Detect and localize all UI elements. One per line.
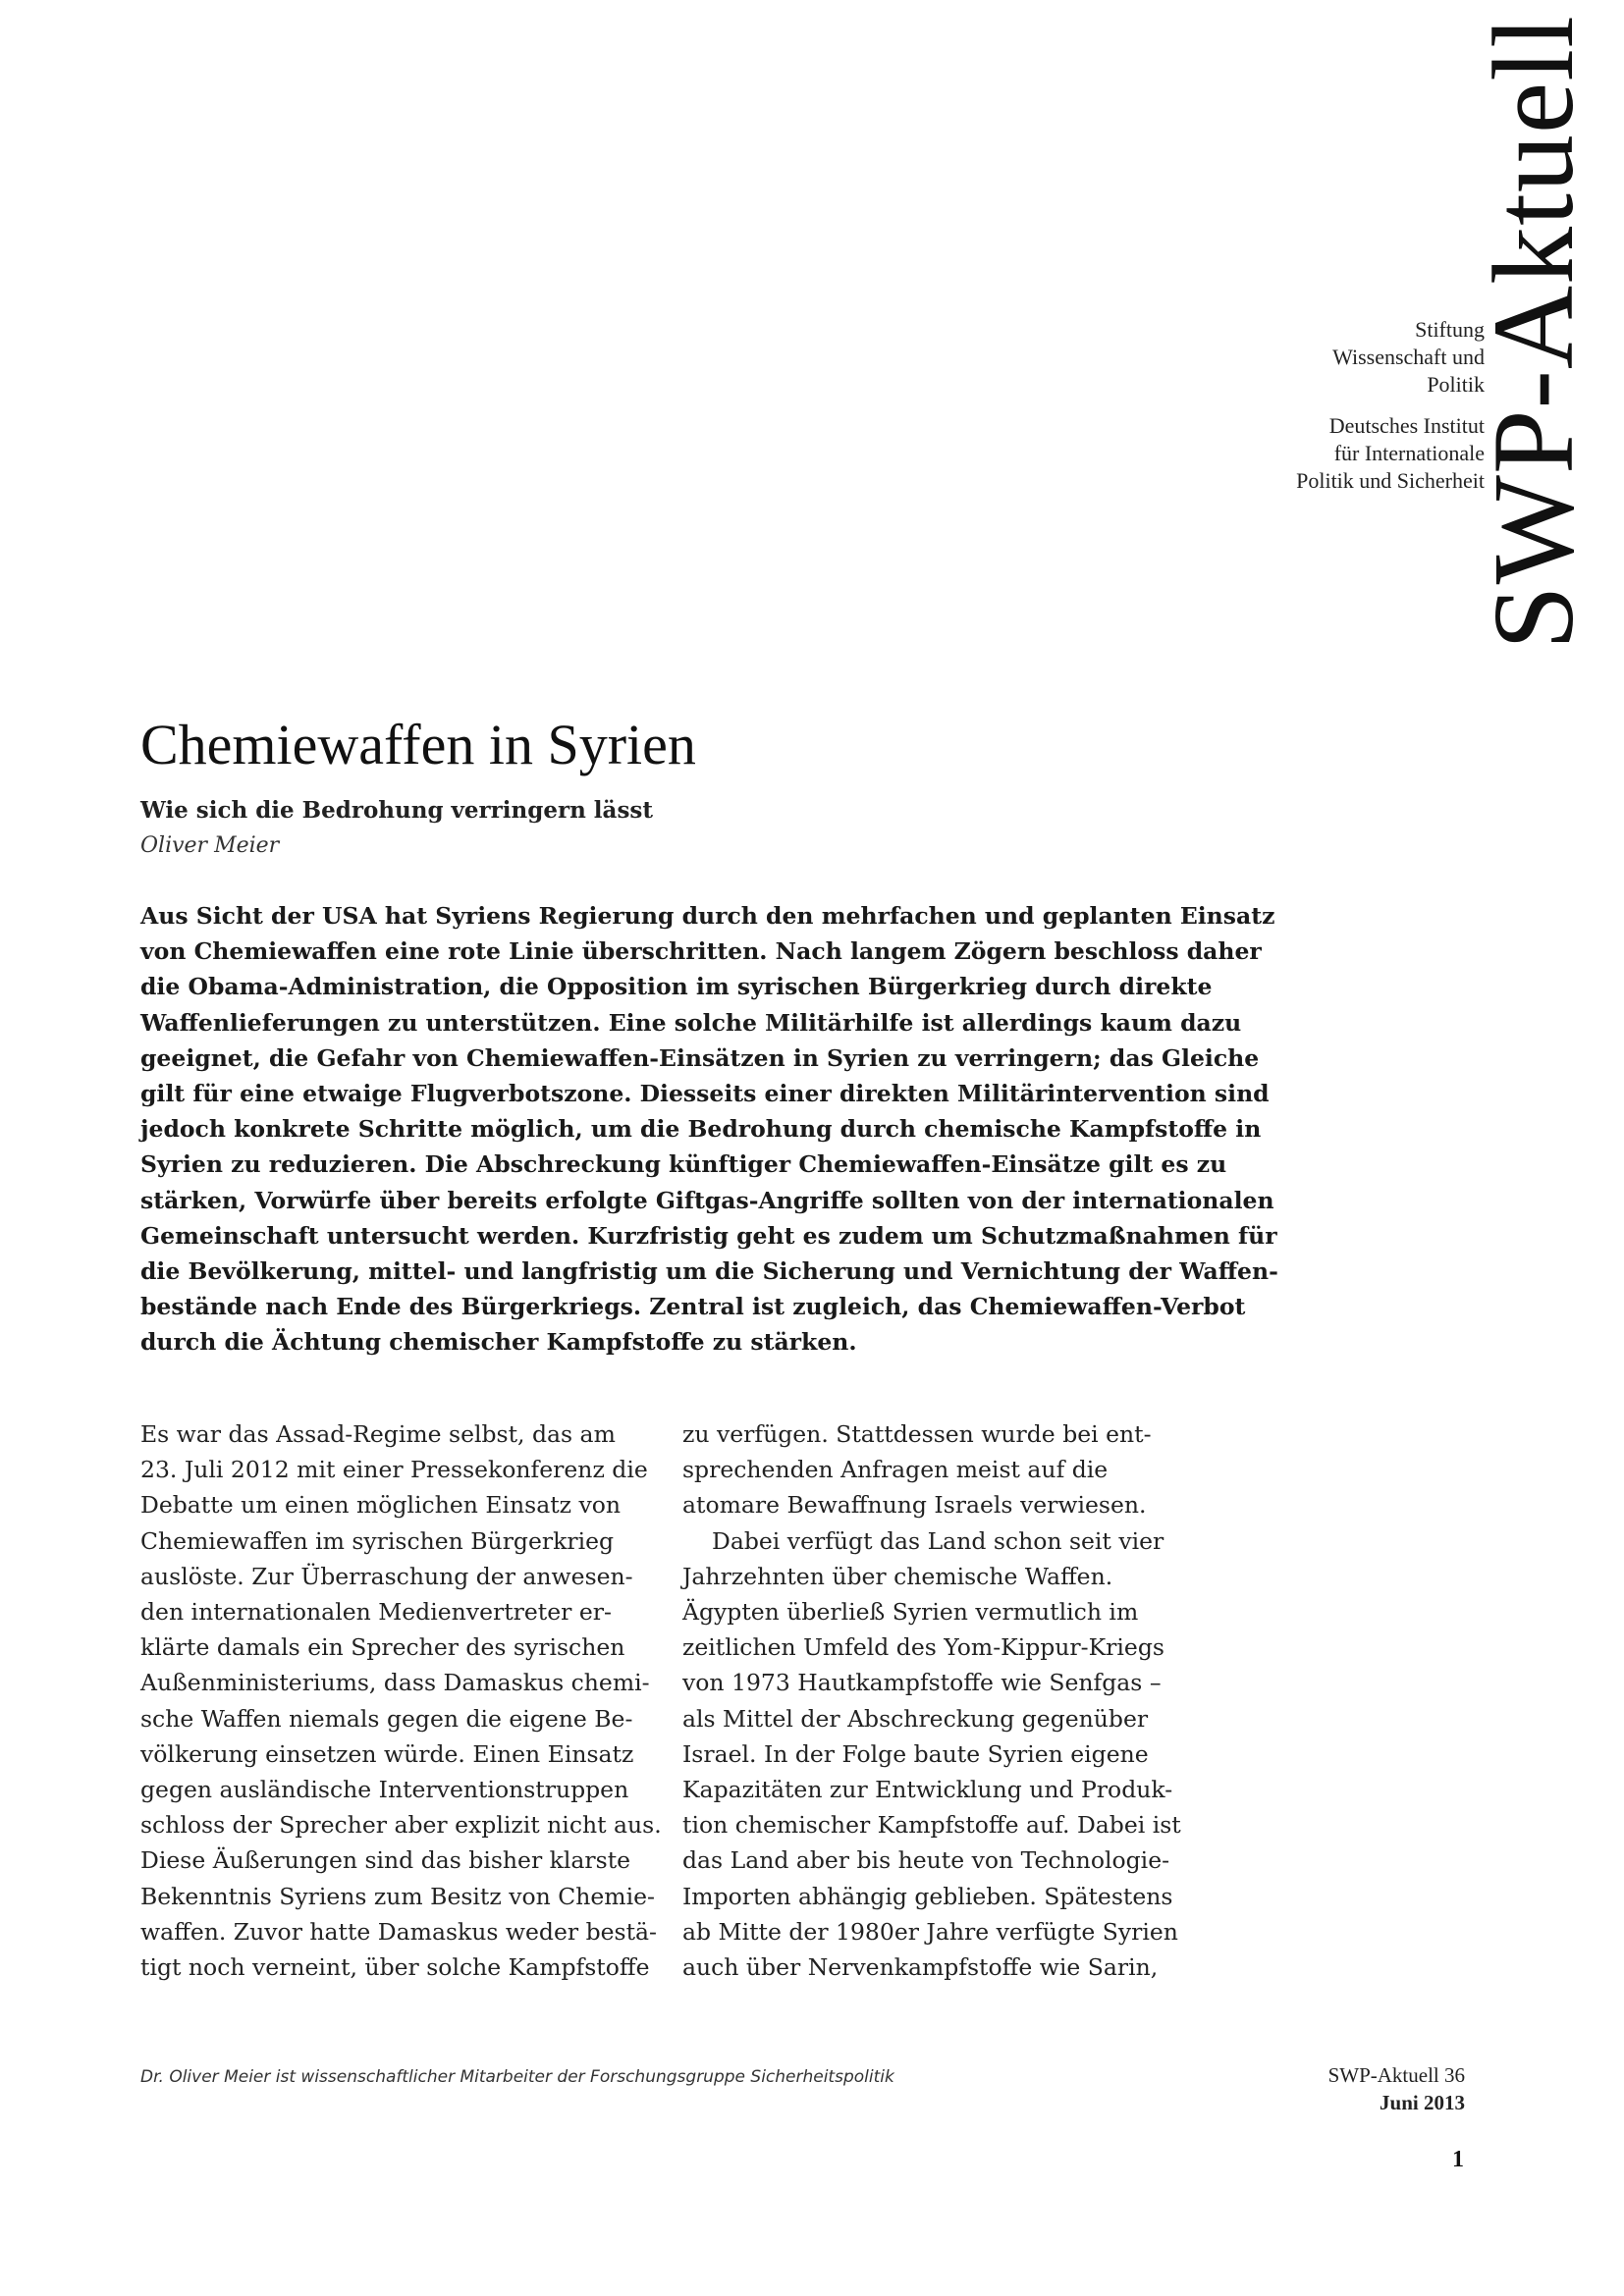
abstract-line: Gemeinschaft untersucht werden. Kurzfristig geht es zudem um Schutzmaßnahmen für (140, 1221, 1277, 1250)
abstract (140, 898, 1278, 1361)
body-line: Chemiewaffen im syrischen Bürgerkrieg (140, 1526, 615, 1555)
institute-line: Politik und Sicherheit (1296, 468, 1485, 493)
abstract-line: jedoch konkrete Schritte möglich, um die Bedrohung durch chemische Kampfstoffe in (140, 1115, 1262, 1144)
body-line: Israel. In der Folge baute Syrien eigene (682, 1739, 1149, 1768)
institute-line: Deutsches Institut (1328, 413, 1485, 438)
body-line: tion chemischer Kampfstoffe auf. Dabei ist (682, 1811, 1181, 1840)
abstract-line: geeignet, die Gefahr von Chemiewaffen-Einsätzen in Syrien zu verringern; das Gleiche (140, 1043, 1260, 1072)
abstract-line: Aus Sicht der USA hat Syriens Regierung durch den mehrfachen und geplanten Einsatz (140, 902, 1275, 930)
institute-subtitle (1296, 412, 1485, 495)
body-line: tigt noch verneint, über solche Kampfstoffe (140, 1953, 650, 1982)
author-footnote: Dr. Oliver Meier ist wissenschaftlicher Mitarbeiter der Forschungsgruppe Sicherheitspolitik (140, 2067, 894, 2087)
body-line: ab Mitte der 1980er Jahre verfügte Syrien (682, 1917, 1178, 1946)
body-line: waffen. Zuvor hatte Damaskus weder bestä- (140, 1917, 657, 1946)
body-line: sprechenden Anfragen meist auf die (682, 1456, 1109, 1484)
body-column-left (140, 1416, 662, 1985)
article-title: Chemiewaffen in Syrien (140, 713, 696, 776)
brand-vertical (1463, 15, 1610, 667)
body-line: von 1973 Hautkampfstoffe wie Senfgas – (682, 1669, 1162, 1697)
series-number: SWP-Aktuell 36 (1327, 2063, 1465, 2087)
page-number: 1 (1452, 2147, 1464, 2172)
body-line: auch über Nervenkampfstoffe wie Sarin, (682, 1953, 1159, 1982)
body-line: völkerung einsetzen würde. Einen Einsatz (140, 1739, 634, 1768)
institute-line: Stiftung (1415, 317, 1485, 342)
abstract-line: Syrien zu reduzieren. Die Abschreckung künftiger Chemiewaffen-Einsätze gilt es zu (140, 1150, 1227, 1179)
body-line: klärte damals ein Sprecher des syrischen (140, 1633, 625, 1662)
abstract-line: Waffenlieferungen zu unterstützen. Eine solche Militärhilfe ist allerdings kaum dazu (140, 1008, 1242, 1037)
body-line: als Mittel der Abschreckung gegenüber (682, 1704, 1149, 1733)
institute-line: Wissenschaft und (1332, 345, 1485, 369)
abstract-line: die Bevölkerung, mittel- und langfristig um die Sicherung und Vernichtung der Waffen- (140, 1257, 1278, 1286)
abstract-line: bestände nach Ende des Bürgerkriegs. Zentral ist zugleich, das Chemiewaffen-Verbot (140, 1293, 1246, 1321)
body-line: Importen abhängig geblieben. Spätestens (682, 1882, 1173, 1910)
institute-line: für Internationale (1333, 441, 1485, 465)
body-line: Dabei verfügt das Land schon seit vier (712, 1526, 1164, 1555)
body-line: das Land aber bis heute von Technologie- (682, 1846, 1170, 1875)
article-subtitle: Wie sich die Bedrohung verringern lässt (140, 797, 653, 824)
abstract-line: durch die Ächtung chemischer Kampfstoffe zu stärken. (140, 1328, 857, 1357)
body-line: Es war das Assad-Regime selbst, das am (140, 1420, 616, 1448)
body-line: Jahrzehnten über chemische Waffen. (682, 1562, 1113, 1590)
body-line: zeitlichen Umfeld des Yom-Kippur-Kriegs (682, 1633, 1164, 1662)
institute-info (1296, 316, 1485, 508)
body-line: 23. Juli 2012 mit einer Pressekonferenz die (140, 1456, 648, 1484)
abstract-line: stärken, Vorwürfe über bereits erfolgte Giftgas-Angriffe sollten von der internationalen (140, 1186, 1274, 1214)
institute-name (1296, 316, 1485, 399)
body-line: Diese Äußerungen sind das bisher klarste (140, 1846, 631, 1875)
body-line: Ägypten überließ Syrien vermutlich im (682, 1598, 1139, 1627)
abstract-line: gilt für eine etwaige Flugverbotszone. Diesseits einer direkten Militärintervention sind (140, 1080, 1270, 1108)
body-line: Debatte um einen möglichen Einsatz von (140, 1491, 622, 1520)
article-author: Oliver Meier (140, 833, 280, 858)
publication-date: Juni 2013 (1380, 2091, 1465, 2114)
body-line: den internationalen Medienvertreter er- (140, 1598, 612, 1627)
institute-line: Politik (1427, 372, 1485, 397)
body-line: zu verfügen. Stattdessen wurde bei ent- (682, 1420, 1152, 1448)
abstract-line: die Obama-Administration, die Opposition im syrischen Bürgerkrieg durch direkte (140, 973, 1213, 1001)
body-line: Kapazitäten zur Entwicklung und Produk- (682, 1776, 1173, 1804)
body-line: sche Waffen niemals gegen die eigene Be- (140, 1704, 633, 1733)
brand-title: SWP-Aktuell (1469, 15, 1597, 650)
body-line: auslöste. Zur Überraschung der anwesen- (140, 1562, 633, 1590)
body-line: atomare Bewaffnung Israels verwiesen. (682, 1491, 1147, 1520)
body-line: schloss der Sprecher aber explizit nicht aus. (140, 1811, 662, 1840)
body-line: Bekenntnis Syriens zum Besitz von Chemie- (140, 1882, 655, 1910)
body-line: gegen ausländische Interventionstruppen (140, 1776, 629, 1804)
body-column-right (682, 1416, 1193, 1985)
abstract-line: von Chemiewaffen eine rote Linie überschritten. Nach langem Zögern beschloss daher (140, 937, 1262, 966)
body-line: Außenministeriums, dass Damaskus chemi- (140, 1669, 650, 1697)
series-info (1328, 2061, 1465, 2116)
